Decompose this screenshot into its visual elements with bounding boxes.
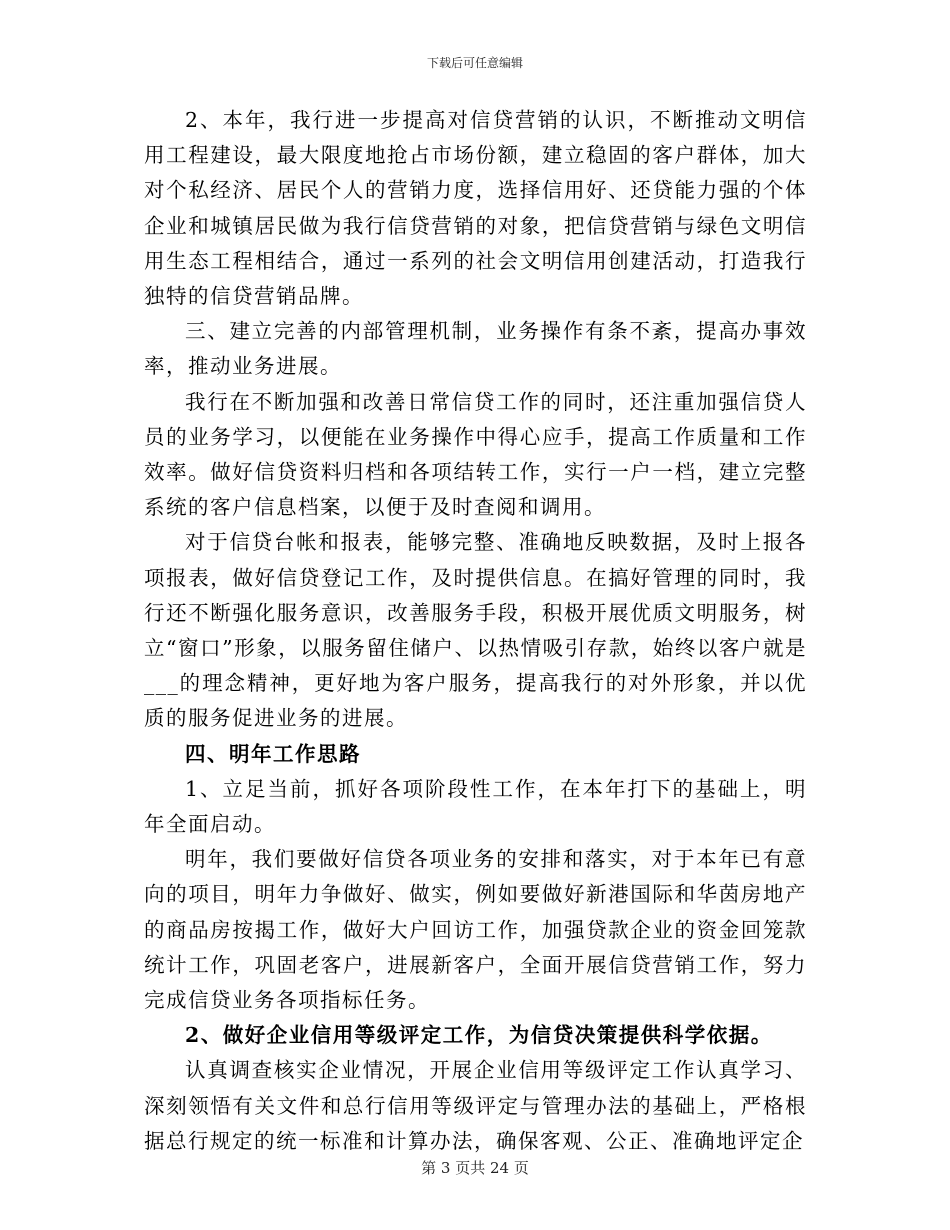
document-body	[144, 103, 807, 1159]
section-heading-4: 四、明年工作思路	[185, 741, 361, 766]
paragraph-2: 三、建立完善的内部管理机制，业务操作有条不紊，提高办事效率，推动业务进展。	[144, 319, 807, 379]
subheading-2: 2、做好企业信用等级评定工作，为信贷决策提供科学依据。	[185, 1023, 773, 1048]
paragraph-9: 认真调查核实企业情况，开展企业信用等级评定工作认真学习、深刻领悟有关文件和总行信用等级评定与管理办法的基础上，严格根据总行规定的统一标准和计算办法，确保客观、公正、准确地评定企	[144, 1058, 807, 1153]
paragraph-4: 对于信贷台帐和报表，能够完整、准确地反映数据，及时上报各项报表，做好信贷登记工作，及时提供信息。在搞好管理的同时，我行还不断强化服务意识，改善服务手段，积极开展优质文明服务，树立“窗口”形象，以服务留住储户、以热情吸引存款，始终以客户就是___的理念精神，更好地为客户服务，提高我行的对外形象，并以优质的服务促进业务的进展。	[144, 530, 807, 731]
paragraph-7: 明年，我们要做好信贷各项业务的安排和落实，对于本年已有意向的项目，明年力争做好、做实，例如要做好新港国际和华茵房地产的商品房按揭工作，做好大户回访工作，加强贷款企业的资金回笼款统计工作，巩固老客户，进展新客户，全面开展信贷营销工作，努力完成信贷业务各项指标任务。	[144, 847, 807, 1013]
page-footer: 第 3 页共 24 页	[421, 1159, 529, 1177]
paragraph-6: 1、立足当前，抓好各项阶段性工作，在本年打下的基础上，明年全面启动。	[144, 776, 807, 837]
paragraph-1: 2、本年，我行进一步提高对信贷营销的认识，不断推动文明信用工程建设，最大限度地抢占市场份额，建立稳固的客户群体，加大对个私经济、居民个人的营销力度，选择信用好、还贷能力强的个体企业和城镇居民做为我行信贷营销的对象，把信贷营销与绿色文明信用生态工程相结合，通过一系列的社会文明信用创建活动，打造我行独特的信贷营销品牌。	[144, 108, 807, 309]
paragraph-3: 我行在不断加强和改善日常信贷工作的同时，还注重加强信贷人员的业务学习，以便能在业务操作中得心应手，提高工作质量和工作效率。做好信贷资料归档和各项结转工作，实行一户一档，建立完整系统的客户信息档案，以便于及时查阅和调用。	[144, 389, 807, 520]
page-header: 下载后可任意编辑	[426, 56, 523, 70]
